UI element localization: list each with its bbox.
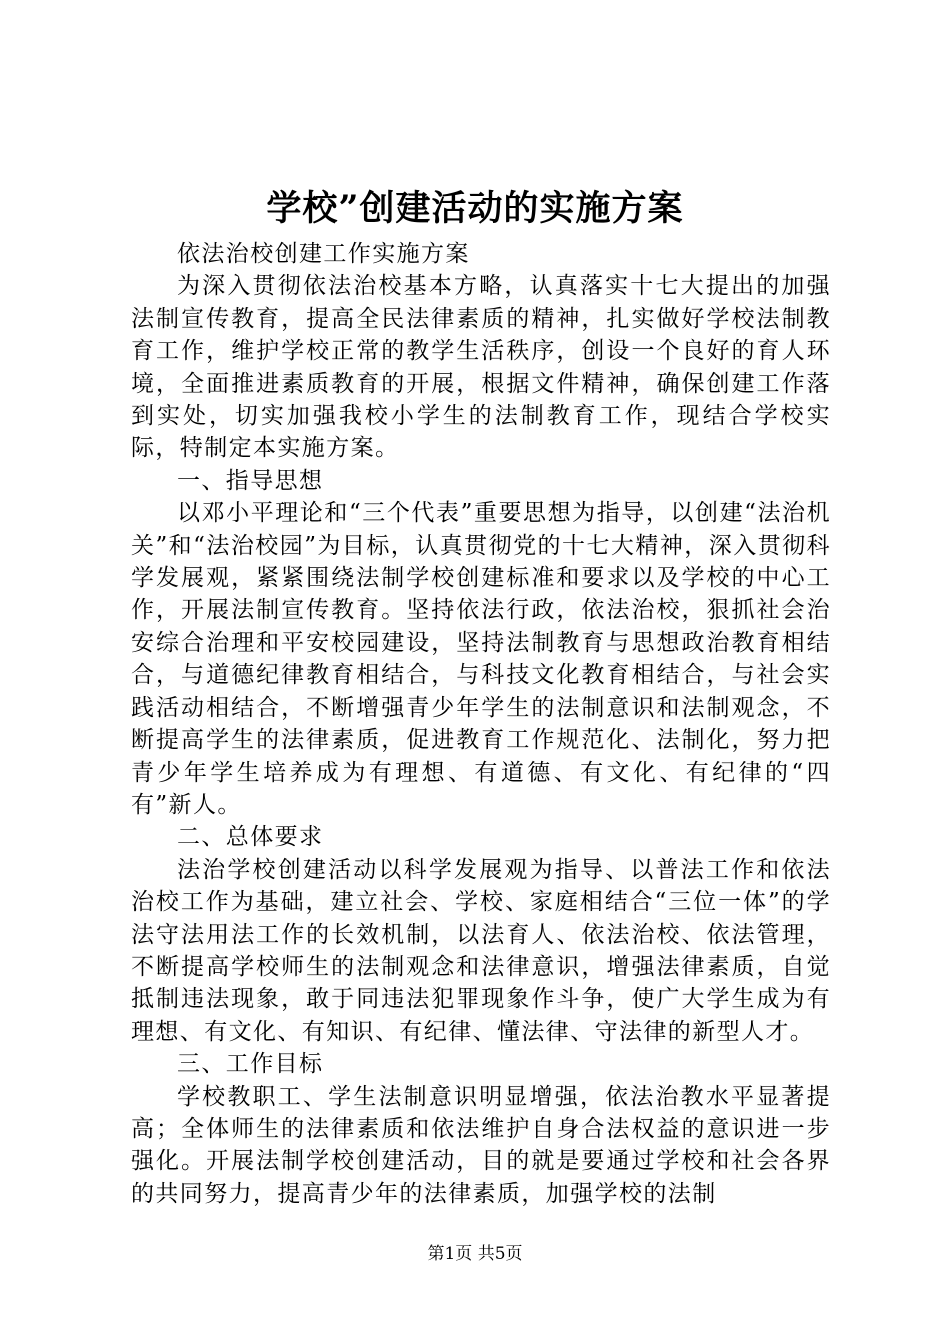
page-title: 学校”创建活动的实施方案 [266, 188, 684, 229]
section-heading-guiding-thought: 一、指导思想 [177, 467, 324, 494]
section-heading-general-requirements: 二、总体要求 [177, 824, 324, 851]
intro-paragraph: 为深入贯彻依法治校基本方略，认真落实十七大提出的加强法制宣传教育，提高全民法律素质的精神，扎实做好学校法制教育工作，维护学校正常的教学生活秩序，创设一个良好的育人环境，全面推进素质教育的开展，根据文件精神，确保创建工作落到实处，切实加强我校小学生的法制教育工作，现结合学校实际，特制定本实施方案。 [131, 273, 831, 462]
page-number-footer: 第1页 共5页 [427, 1244, 523, 1264]
section-body-general-requirements: 法治学校创建活动以科学发展观为指导、以普法工作和依法治校工作为基础，建立社会、学校、家庭相结合“三位一体”的学法守法用法工作的长效机制，以法育人、依法治校、依法管理，不断提高学校师生的法制观念和法律意识，增强法律素质，自觉抵制违法现象，敢于同违法犯罪现象作斗争，使广大学生成为有理想、有文化、有知识、有纪律、懂法律、守法律的新型人才。 [131, 856, 831, 1045]
document-subtitle: 依法治校创建工作实施方案 [177, 241, 470, 267]
section-body-guiding-thought: 以邓小平理论和“三个代表”重要思想为指导，以创建“法治机关”和“法治校园”为目标，认真贯彻党的十七大精神，深入贯彻科学发展观，紧紧围绕法制学校创建标准和要求以及学校的中心工作，开展法制宣传教育。坚持依法行政，依法治校，狠抓社会治安综合治理和平安校园建设，坚持法制教育与思想政治教育相结合，与道德纪律教育相结合，与科技文化教育相结合，与社会实践活动相结合，不断增强青少年学生的法制意识和法制观念，不断提高学生的法律素质，促进教育工作规范化、法制化，努力把青少年学生培养成为有理想、有道德、有文化、有纪律的“四有”新人。 [131, 500, 831, 818]
section-heading-work-goals: 三、工作目标 [177, 1051, 324, 1078]
section-body-work-goals: 学校教职工、学生法制意识明显增强，依法治教水平显著提高；全体师生的法律素质和依法维护自身合法权益的意识进一步强化。开展法制学校创建活动，目的就是要通过学校和社会各界的共同努力，提高青少年的法律素质，加强学校的法制 [131, 1083, 831, 1207]
document-body [131, 238, 831, 1210]
